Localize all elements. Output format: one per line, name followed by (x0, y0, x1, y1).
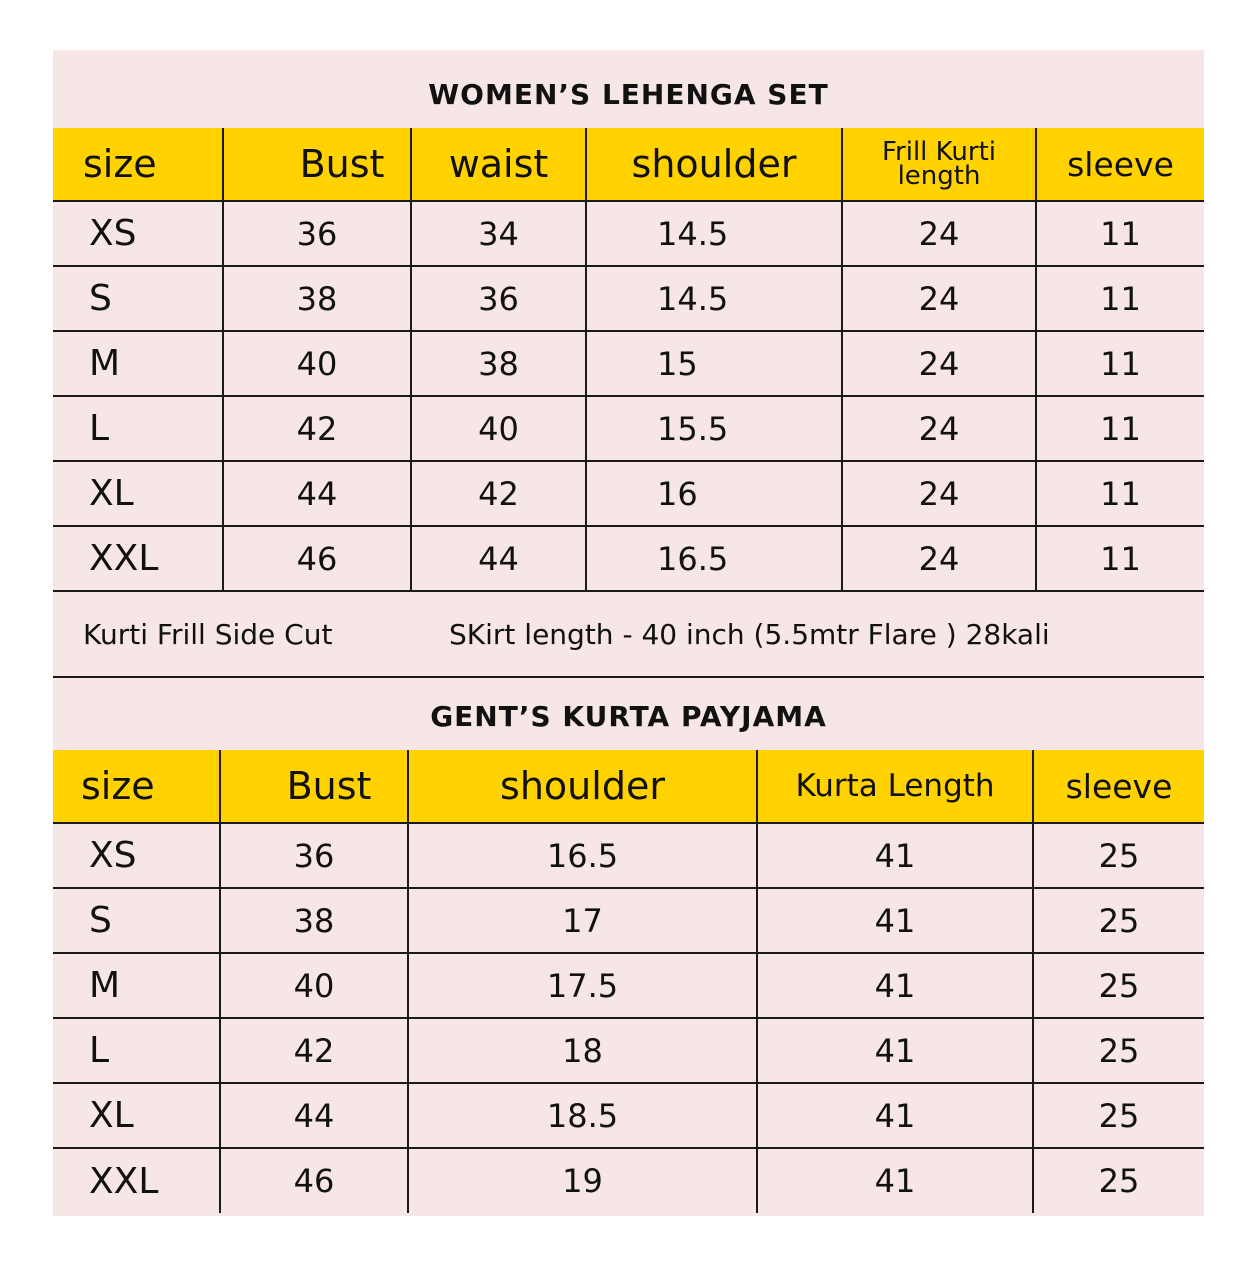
men-cell: 16.5 (408, 823, 757, 888)
men-table-row (53, 953, 1204, 1018)
men-header-kurta-length: Kurta Length (757, 750, 1033, 823)
women-note (53, 594, 1204, 678)
men-cell: 25 (1033, 1018, 1204, 1083)
women-cell: 11 (1036, 266, 1204, 331)
men-cell: 42 (220, 1018, 408, 1083)
women-table-row (53, 461, 1204, 526)
women-table-row (53, 201, 1204, 266)
women-cell: L (53, 396, 223, 461)
women-header-row (53, 128, 1204, 201)
women-header-kurti-length (842, 128, 1036, 201)
women-cell: 11 (1036, 396, 1204, 461)
women-cell: 40 (411, 396, 586, 461)
women-cell: M (53, 331, 223, 396)
women-cell: 14.5 (586, 266, 842, 331)
men-header-sleeve: sleeve (1033, 750, 1204, 823)
women-cell: 34 (411, 201, 586, 266)
men-cell: XS (53, 823, 220, 888)
women-cell: 46 (223, 526, 411, 591)
men-cell: 41 (757, 1148, 1033, 1213)
men-cell: 40 (220, 953, 408, 1018)
women-cell: 38 (223, 266, 411, 331)
men-cell: 41 (757, 823, 1033, 888)
women-cell: 24 (842, 526, 1036, 591)
men-cell: 19 (408, 1148, 757, 1213)
women-cell: 24 (842, 201, 1036, 266)
women-cell: 15.5 (586, 396, 842, 461)
men-cell: 25 (1033, 1083, 1204, 1148)
women-header-sleeve: sleeve (1036, 128, 1204, 201)
men-cell: 25 (1098, 1162, 1140, 1200)
men-cell: S (53, 888, 220, 953)
women-header-waist: waist (411, 128, 586, 201)
men-cell: 25 (1033, 888, 1204, 953)
women-header-bust: Bust (223, 128, 411, 201)
women-header-shoulder: shoulder (586, 128, 842, 201)
women-title: WOMEN’S LEHENGA SET (428, 78, 829, 111)
women-cell: 44 (411, 526, 586, 591)
size-chart-sheet (53, 50, 1204, 1216)
men-cell: 18.5 (408, 1083, 757, 1148)
men-cell: 18 (408, 1018, 757, 1083)
men-cell: 17.5 (408, 953, 757, 1018)
women-table-row (53, 526, 1204, 591)
women-cell: 11 (1036, 201, 1204, 266)
men-cell: 17 (408, 888, 757, 953)
women-cell: 16.5 (586, 526, 842, 591)
men-cell: 41 (757, 1083, 1033, 1148)
men-size-table (53, 750, 1204, 1213)
women-cell: 14.5 (586, 201, 842, 266)
men-cell: XXL (53, 1148, 220, 1213)
women-cell: 24 (842, 266, 1036, 331)
women-cell: XS (53, 201, 223, 266)
women-size-table (53, 128, 1204, 592)
men-cell: 46 (220, 1148, 408, 1213)
women-cell: XL (53, 461, 223, 526)
women-table-row (53, 266, 1204, 331)
women-cell: 24 (842, 331, 1036, 396)
women-cell: 42 (411, 461, 586, 526)
women-cell: 16 (586, 461, 842, 526)
women-table-row (53, 331, 1204, 396)
women-header-kurti-line1: Frill Kurti (881, 137, 997, 167)
men-table-row (53, 1148, 1204, 1213)
men-header-size: size (53, 750, 220, 823)
women-cell: 36 (411, 266, 586, 331)
note-kurti: Kurti Frill Side Cut (83, 618, 333, 651)
men-table-row (53, 1018, 1204, 1083)
men-title: GENT’S KURTA PAYJAMA (430, 700, 827, 733)
women-cell: 24 (842, 461, 1036, 526)
women-cell: 11 (1036, 461, 1204, 526)
men-table-row (53, 823, 1204, 888)
women-cell: 11 (1036, 331, 1204, 396)
women-cell: 38 (411, 331, 586, 396)
women-cell: 40 (223, 331, 411, 396)
men-header-row (53, 750, 1204, 823)
women-cell: 42 (223, 396, 411, 461)
men-cell: 36 (220, 823, 408, 888)
women-cell: 15 (586, 331, 842, 396)
women-cell: 44 (223, 461, 411, 526)
note-skirt: SKirt length - 40 inch (5.5mtr Flare ) 28kali (449, 618, 1050, 651)
women-cell: 36 (223, 201, 411, 266)
women-cell: 11 (1036, 526, 1204, 591)
men-cell: XL (53, 1083, 220, 1148)
men-cell: 41 (757, 953, 1033, 1018)
men-header-bust: Bust (220, 750, 408, 823)
men-cell: 25 (1033, 953, 1204, 1018)
men-cell: 38 (220, 888, 408, 953)
women-cell: S (53, 266, 223, 331)
women-cell: 24 (842, 396, 1036, 461)
men-cell: 41 (757, 1018, 1033, 1083)
women-table-row (53, 396, 1204, 461)
women-header-kurti-line2: length (897, 161, 981, 191)
men-header-shoulder: shoulder (408, 750, 757, 823)
men-cell: L (53, 1018, 220, 1083)
men-cell: 44 (220, 1083, 408, 1148)
women-header-size: size (53, 128, 223, 201)
men-table-row (53, 888, 1204, 953)
men-table-row (53, 1083, 1204, 1148)
women-cell: XXL (53, 526, 223, 591)
men-cell: 25 (1033, 823, 1204, 888)
men-cell: 41 (757, 888, 1033, 953)
men-cell: M (53, 953, 220, 1018)
